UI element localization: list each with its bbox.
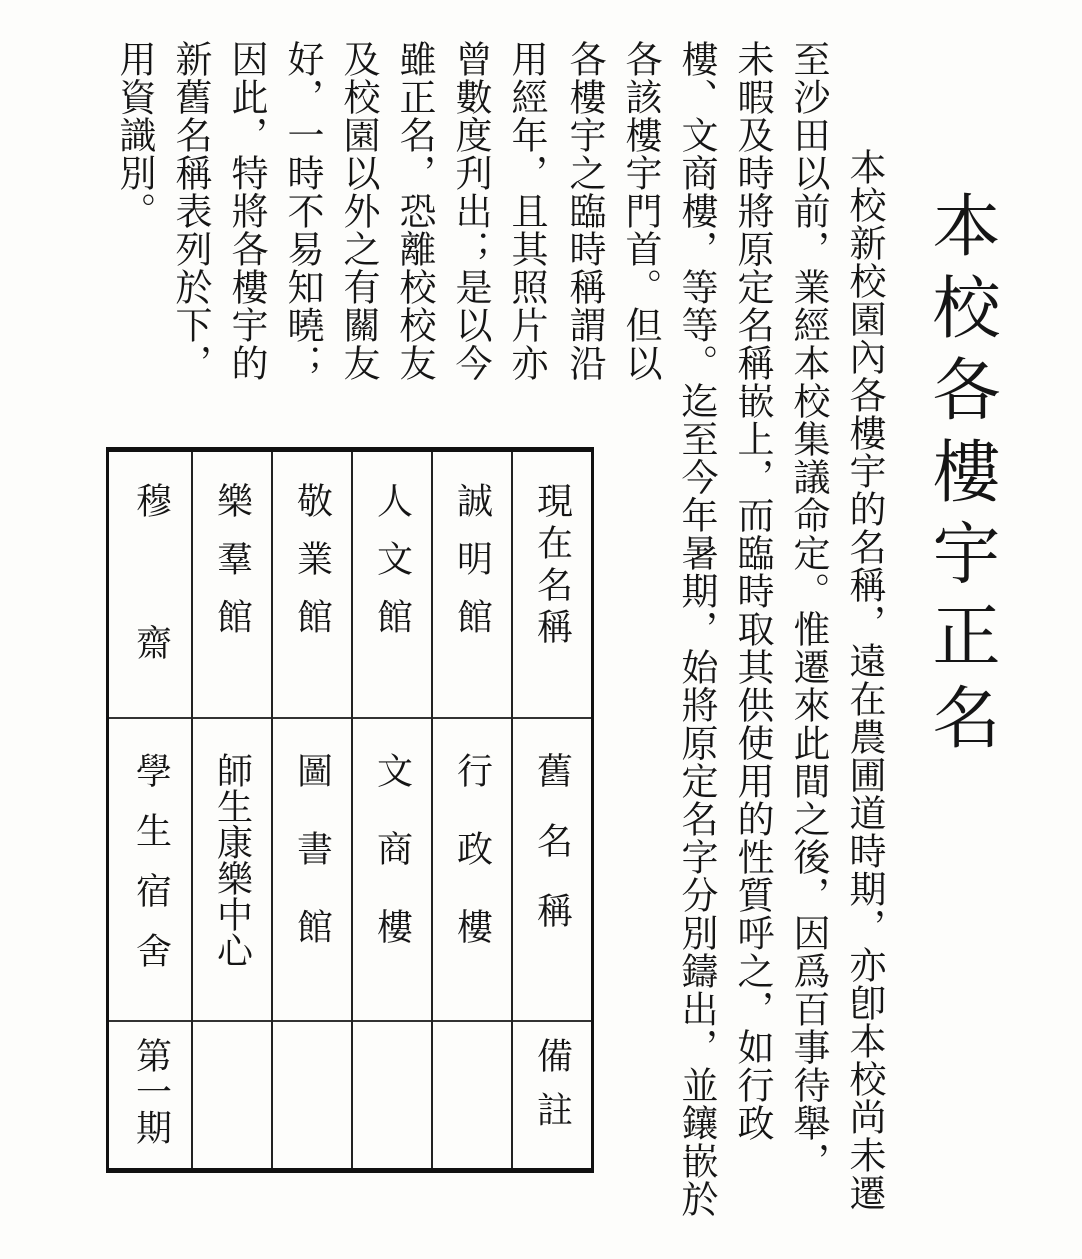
current-name-cell: 穆齋 bbox=[130, 482, 172, 766]
table-row bbox=[431, 452, 511, 1168]
body-text-column: 新舊名稱表列於下， bbox=[169, 40, 212, 382]
old-name-cell: 文商樓 bbox=[371, 752, 413, 986]
current-name-cell: 人文館 bbox=[371, 482, 413, 656]
table-row bbox=[351, 452, 431, 1168]
body-text-column: 各該樓宇門首。但以 bbox=[619, 40, 662, 382]
current-name-cell: 樂羣館 bbox=[211, 482, 253, 656]
header-note: 備註 bbox=[531, 1037, 573, 1145]
old-name-cell: 圖書館 bbox=[291, 752, 333, 986]
old-name-cell: 學生宿舍 bbox=[130, 752, 172, 992]
table-row bbox=[191, 452, 271, 1168]
header-current-name: 現在名稱 bbox=[531, 482, 573, 650]
page-title: 本校各樓宇正名 bbox=[921, 190, 1000, 764]
note-cell: 第一期 bbox=[130, 1037, 172, 1145]
body-text-column: 用經年，且其照片亦 bbox=[505, 40, 548, 382]
body-text-column: 好，一時不易知曉； bbox=[281, 40, 324, 382]
header-old-name: 舊名稱 bbox=[531, 752, 573, 962]
table-row bbox=[111, 452, 191, 1168]
body-text-column: 未暇及時將原定名稱嵌上，而臨時取其供使用的性質呼之，如行政 bbox=[731, 40, 774, 1142]
table-row bbox=[271, 452, 351, 1168]
body-text-column: 因此，特將各樓宇的 bbox=[225, 40, 268, 382]
name-table bbox=[106, 447, 594, 1173]
body-text-column: 及校園以外之有關友 bbox=[337, 40, 380, 382]
current-name-cell: 誠明館 bbox=[451, 482, 493, 656]
old-name-cell: 師生康樂中心 bbox=[211, 752, 253, 968]
table-header-column bbox=[511, 452, 591, 1168]
body-text-column: 本校新校園內各樓宇的名稱，遠在農圃道時期，亦卽本校尚未遷 bbox=[843, 110, 886, 1212]
body-text-column: 曾數度刋出；是以今 bbox=[449, 40, 492, 382]
body-text-column: 雖正名，恐離校校友 bbox=[393, 40, 436, 382]
body-text-column: 用資識別。 bbox=[113, 40, 156, 230]
body-text-column: 樓、文商樓，等等。迄至今年暑期，始將原定名字分別鑄出，並鑲嵌於 bbox=[675, 40, 718, 1218]
body-text-column: 各樓宇之臨時稱謂沿 bbox=[563, 40, 606, 382]
old-name-cell: 行政樓 bbox=[451, 752, 493, 986]
current-name-cell: 敬業館 bbox=[291, 482, 333, 656]
body-text-column: 至沙田以前，業經本校集議命定。惟遷來此間之後，因爲百事待舉， bbox=[787, 40, 830, 1180]
